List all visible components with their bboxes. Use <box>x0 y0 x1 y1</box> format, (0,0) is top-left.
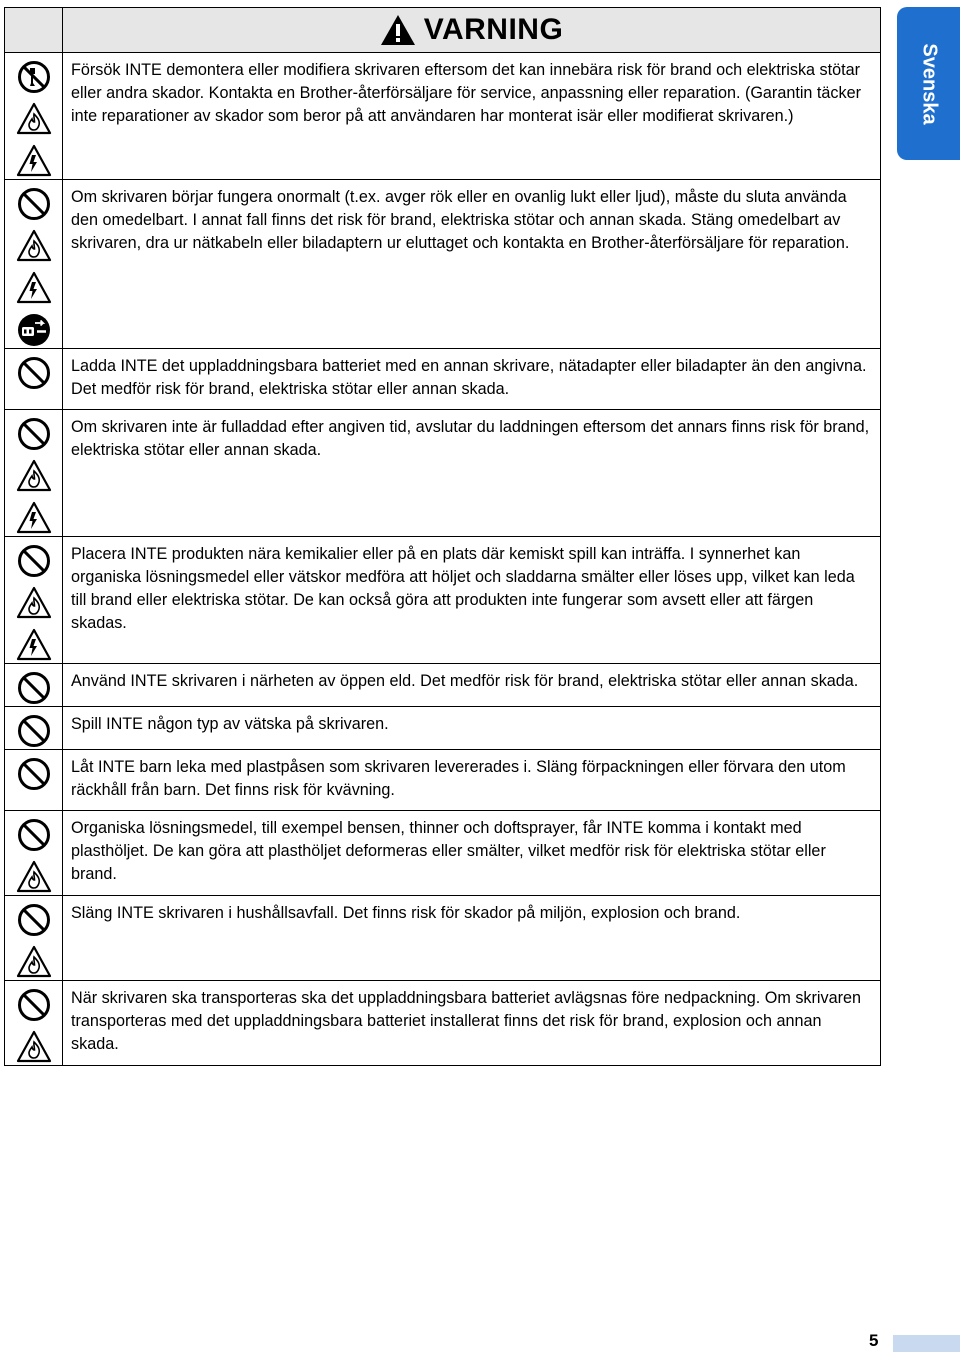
warning-row <box>5 53 881 180</box>
warning-row-icons <box>5 750 63 811</box>
fire-hazard-icon <box>16 101 52 137</box>
warning-text: Organiska lösningsmedel, till exempel bensen, thinner och doftsprayer, får INTE komma i kontakt med plasthöljet. De kan göra att plasthöljet deformeras eller smälter, vilket medför risk för elektriska stötar eller brand. <box>71 819 826 883</box>
warning-row <box>5 750 881 811</box>
warning-row-text-cell <box>63 349 881 410</box>
warning-header-row <box>5 8 881 53</box>
prohibited-icon <box>16 355 52 391</box>
warning-row-icons <box>5 537 63 664</box>
warning-row-text-cell <box>63 664 881 707</box>
fire-hazard-icon <box>16 859 52 895</box>
warning-table <box>4 7 881 1066</box>
page-number: 5 <box>869 1331 879 1350</box>
warning-row-icons <box>5 707 63 750</box>
warning-row-text-cell <box>63 981 881 1066</box>
warning-row-icons <box>5 896 63 981</box>
warning-title: VARNING <box>423 13 564 46</box>
warning-row-icons <box>5 410 63 537</box>
warning-row-icons <box>5 349 63 410</box>
warning-row-icons <box>5 53 63 180</box>
language-tab <box>897 7 960 160</box>
warning-text: Om skrivaren inte är fulladdad efter angiven tid, avslutar du laddningen eftersom det annars finns risk för brand, elektriska stötar eller annan skada. <box>71 418 870 459</box>
prohibited-icon <box>16 817 52 853</box>
electric-shock-icon <box>16 500 52 536</box>
electric-shock-icon <box>16 627 52 663</box>
warning-text: När skrivaren ska transporteras ska det uppladdningsbara batteriet avlägsnas före nedpackning. Om skrivaren transporteras med det uppladdningsbara batteriet installerat finns det risk för brand, explosion och annan skada. <box>71 989 862 1053</box>
footer-bar <box>893 1335 960 1352</box>
warning-row-text-cell <box>63 707 881 750</box>
warning-row-icons <box>5 981 63 1066</box>
warning-row-text-cell <box>63 750 881 811</box>
prohibited-icon <box>16 987 52 1023</box>
prohibited-icon <box>16 756 52 792</box>
warning-row-icons <box>5 664 63 707</box>
header-title-cell <box>63 8 881 53</box>
fire-hazard-icon <box>16 458 52 494</box>
prohibited-icon <box>16 416 52 452</box>
warning-triangle-icon <box>380 14 416 46</box>
warning-row <box>5 180 881 349</box>
warning-row-text-cell <box>63 410 881 537</box>
prohibited-icon <box>16 902 52 938</box>
warning-row-text-cell <box>63 53 881 180</box>
warning-row <box>5 537 881 664</box>
warning-text: Använd INTE skrivaren i närheten av öppen eld. Det medför risk för brand, elektriska stötar eller annan skada. <box>71 672 859 690</box>
warning-row <box>5 811 881 896</box>
language-tab-label: Svenska <box>918 42 940 125</box>
fire-hazard-icon <box>16 1029 52 1065</box>
warning-row-icons <box>5 811 63 896</box>
electric-shock-icon <box>16 143 52 179</box>
warning-text: Spill INTE någon typ av vätska på skrivaren. <box>71 715 389 733</box>
warning-row <box>5 707 881 750</box>
warning-text: Släng INTE skrivaren i hushållsavfall. Det finns risk för skador på miljön, explosion och brand. <box>71 904 741 922</box>
electric-shock-icon <box>16 270 52 306</box>
unplug-icon <box>16 312 52 348</box>
header-icon-cell <box>5 8 63 53</box>
warning-row <box>5 664 881 707</box>
warning-row <box>5 410 881 537</box>
fire-hazard-icon <box>16 585 52 621</box>
warning-rows <box>5 53 881 1066</box>
warning-text: Låt INTE barn leka med plastpåsen som skrivaren levererades i. Släng förpackningen eller förvara den utom räckhåll från barn. Det finns risk för kvävning. <box>71 758 846 799</box>
prohibited-icon <box>16 543 52 579</box>
warning-row <box>5 981 881 1066</box>
warning-text: Försök INTE demontera eller modifiera skrivaren eftersom det kan innebära risk för brand och elektriska stötar eller andra skador. Kontakta en Brother-återförsäljare för service, anpassning eller reparation. (Garantin täcker inte reparationer av skador som beror på att användaren har monterat isär eller modifierat skrivaren.) <box>71 61 861 125</box>
prohibited-icon <box>16 186 52 222</box>
warning-row-icons <box>5 180 63 349</box>
fire-hazard-icon <box>16 944 52 980</box>
warning-row-text-cell <box>63 896 881 981</box>
warning-row-text-cell <box>63 180 881 349</box>
warning-row-text-cell <box>63 811 881 896</box>
fire-hazard-icon <box>16 228 52 264</box>
warning-row-text-cell <box>63 537 881 664</box>
warning-row <box>5 349 881 410</box>
warning-header <box>380 8 564 52</box>
warning-text: Om skrivaren börjar fungera onormalt (t.ex. avger rök eller en ovanlig lukt eller ljud), måste du sluta använda den omedelbart. I annat fall finns det risk för brand, elektriska stötar och annan skada. Stäng omedelbart av skrivaren, dra ur nätkabeln eller biladaptern ur eluttaget och kontakta en Brother-återförsäljare för reparation. <box>71 188 850 252</box>
no-disassembly-icon <box>16 59 52 95</box>
prohibited-icon <box>16 713 52 749</box>
warning-text: Ladda INTE det uppladdningsbara batteriet med en annan skrivare, nätadapter eller biladapter än den angivna. Det medför risk för brand, elektriska stötar eller annan skada. <box>71 357 867 398</box>
warning-row <box>5 896 881 981</box>
prohibited-icon <box>16 670 52 706</box>
warning-text: Placera INTE produkten nära kemikalier eller på en plats där kemiskt spill kan inträffa. I synnerhet kan organiska lösningsmedel eller vätskor medföra att höljet och sladdarna smälter eller löses upp, vilket kan leda till brand eller elektriska stötar. De kan också göra att produkten inte fungerar som avsett eller att färgen skadas. <box>71 545 855 632</box>
